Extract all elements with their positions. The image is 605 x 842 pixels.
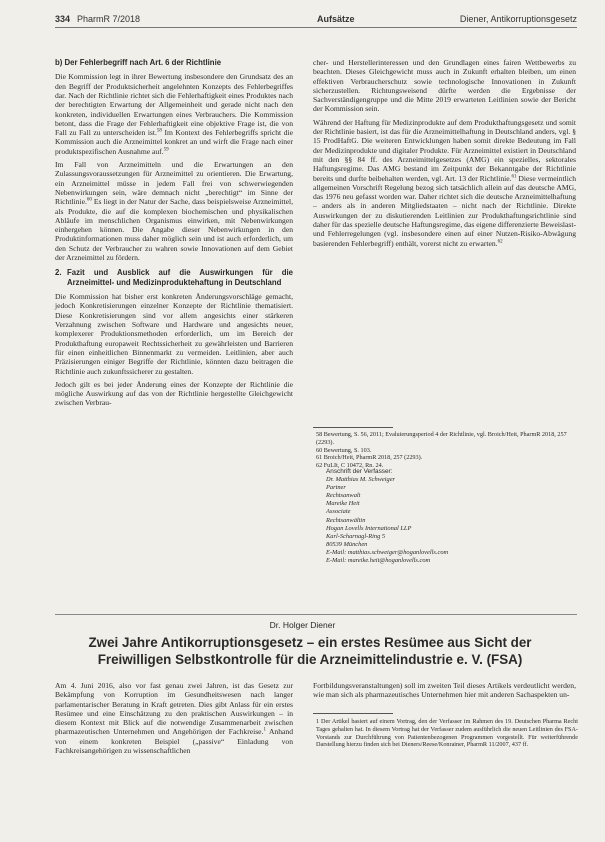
author-name: Mareike Heit xyxy=(326,500,360,508)
paragraph: Am 4. Juni 2016, also vor fast genau zwei Jahren, ist das Gesetz zur Bekämpfung von Korruption im Gesundheitswesen nach langer parlamentarischer Beratung in Kraft getreten. Dies gibt Anlass für ein erstes Resümee und eine Einschätzung zu den praktischen Auswirkungen – in diesem Kontext mit Blick auf die notwendige Zusammenarbeit zwischen pharmazeutischen Unternehmen und Angehörigen der Fachkreise.$^1$ Anhand von einem konkreten Beispiel („passive“ Einladung von Fachkreisangehörigen zu wissenschaftlichen xyxy=(55,681,293,756)
author-profession: Rechtsanwältin xyxy=(326,516,366,524)
article2-footnote: 1 Der Artikel basiert auf einem Vortrag, den der Verfasser im Rahmen des 19. Deutschen Pharma Recht Tages gehalten hat. In diesem Vortrag hat der Verfasser zudem ausführlich die neuen Leitlinien des FSA-Vorstands zur Durchführung von Patientenbezogenen Programmen vorgestellt. Für weiterführende Darstellung hierzu finden sich bei Dieners/Reese/Konrainer, PharmR 11/2007, 437 ff. xyxy=(316,718,578,749)
running-title: Diener, Antikorruptionsgesetz xyxy=(459,14,577,24)
footnote-ref[interactable]: 1 xyxy=(263,727,266,733)
paragraph: Fortbildungsveranstaltungen) soll im zweiten Teil dieses Artikels verdeutlicht werden, wie man sich als pharmazeutisches Unternehmen hier mit anderen Sachaspekten un- xyxy=(313,681,576,700)
author-profession: Rechtsanwalt xyxy=(326,492,361,500)
journal-issue: PharmR 7/2018 xyxy=(77,14,141,24)
footnote-separator xyxy=(313,713,393,714)
section-heading-b: b) Der Fehlerbegriff nach Art. 6 der Richtlinie xyxy=(55,58,222,67)
paragraph: Während der Haftung für Medizinprodukte auf dem Produkthaftungsgesetz und somit der Richtlinie basiert, ist das für die Arzneimittelhaftung in Deutschland anders, vgl. § 15 ProdHaftG. Die weiteren Entwicklungen haben somit direkte Bedeutung im Fall der Medizinprodukte und digitaler Produkte. Für Arzneimittel existiert in Deutschland mit den §§ 84 ff. des Arzneimittelgesetzes (AMG) ein spezielles, sektorales Haftungsregime. Das AMG bestand im Zeitpunkt der Bekanntgabe der Richtlinie bereits und durfte beibehalten werden, vgl. Art. 13 der Richtlinie.$^{61}$ Diese vermeintlich allgemeinen Vorschrift Regelung bezog sich tatsächlich allein auf das deutsche AMG, das 1976 neu gefasst worden war. Daher richtet sich die deutsche Arzneimittelhaftung – anders als in anderen Mitgliedstaaten – nicht nach der Richtlinie. Direkte Auswirkungen der zu diskutierenden Leitlinien zur Produkthaftungsrichtlinie sind daher für das spezielle deutsche Haftungsregime, das eigene differenzierte Beweislast- und Fehlerregelungen (vgl. insbesondere einen auf einer Nutzen-Risiko-Abwägung basierenden Fehlerbegriff) enthält, vorerst nicht zu erwarten.$^{62}$ xyxy=(313,117,576,248)
left-column xyxy=(55,58,293,412)
paragraph: cher- und Herstellerinteressen und den Grundlagen eines fairen Wettbewerbs zu beachten. Dieses Gleichgewicht muss auch in Zukunft erhalten bleiben, um einen effektiven Verbraucherschutz sowie technologische Innovationen in Zukunft sicherzustellen. Richtungsweisend dürfte werden die Ergebnisse der Sachverständigengruppe und die Mitte 2019 erwarteten Leitlinien sowie der Bericht der Kommission sein. xyxy=(313,58,576,114)
footnote-ref[interactable]: 58 xyxy=(156,128,162,134)
footnotes xyxy=(316,431,578,470)
city-address: 80539 München xyxy=(326,540,368,548)
email-link[interactable]: E-Mail: mareike.heit@hoganlovells.com xyxy=(326,557,431,565)
footnote-ref[interactable]: 62 xyxy=(497,239,503,245)
email-link[interactable]: E-Mail: matthias.schweiger@hoganlovells.com xyxy=(326,548,449,556)
footnote-separator xyxy=(313,427,393,428)
author-name: Dr. Matthias M. Schweiger xyxy=(326,476,396,484)
author-role: Partner xyxy=(326,484,346,492)
firm-name: Hogan Lovells International LLP xyxy=(326,524,412,532)
paragraph: Im Fall von Arzneimitteln und die Erwartungen an den Zulassungsvoraussetzungen für Arzneimittel zu orientieren. Die Erwartung, ein Arzneimittel müsse in jedem Fall frei von schwerwiegenden Nebenwirkungen sein, wäre demnach nicht „berechtigt“ im Sinne der Richtlinie.$^{60}$ Es liegt in der Natur der Sache, dass beispielsweise Arzneimittel, als Produkte, die auf die komplexen biochemischen und physikalischen Abläufe im menschlichen Organismus einwirken, mit Nebenwirkungen einhergehen können. Die Angabe dieser Nebenwirkungen in den Produktinformationen muss daher möglich sein und ist auch erforderlich, um den Schutz der Verbraucher zu wahren sowie Innovationen auf dem Gebiet der Arzneimittel zu fördern. xyxy=(55,160,293,263)
footnote-ref[interactable]: 59 xyxy=(163,147,169,153)
footnote: 62 FuLIt, C 10472, Rn. 24. xyxy=(316,462,384,470)
article2-right-column xyxy=(313,681,576,704)
paragraph: Die Kommission legt in ihrer Bewertung insbesondere den Grundsatz des an den Begriff der Produktsicherheit angelehnten Konzepts des Fehlerbegriffes dar. Nach der Richtlinie richtet sich die Fehlerhaftigkeit eines Produktes nach der berechtigten Erwartung der Allgemeinheit und gerade nicht nach den konkreten, individuellen Erwartungen eines Verbrauchers. Die Kommission betont, dass die Frage der Fehlerhaftigkeit eine objektive Frage ist, die von Fall zu Fall zu unterscheiden ist.$^{58}$ Im Kontext des Fehlerbegriffs spricht die Kommission auch die Arzneimittel konkret an und wirft die Frage nach einer produktspezifischen Ausnahme auf.$^{59}$ xyxy=(55,72,293,156)
address-title: Anschrift der Verfasser: xyxy=(326,468,393,475)
footnote-ref[interactable]: 60 xyxy=(86,197,92,203)
article-title: Zwei Jahre Antikorruptionsgesetz – ein erstes Resümee aus Sicht der Freiwilligen Selbstkontrolle für die Arzneimittelindustrie e. V. (FSA) xyxy=(88,635,532,667)
footnote: 58 Bewertung, S. 56, 2011; Evaluierungsperiod 4 der Richtlinie, vgl. Broich/Heit, PharmR 2018, 257 (2293). xyxy=(316,431,567,446)
footnote: 61 Broich/Heit, PharmR 2018, 257 (2293). xyxy=(316,454,423,462)
author-address xyxy=(326,468,576,565)
street-address: Karl-Scharnagl-Ring 5 xyxy=(326,532,386,540)
article-separator xyxy=(55,614,577,615)
article2-left-column xyxy=(55,681,293,759)
footnote: 60 Bewertung, S. 103. xyxy=(316,446,372,454)
author-role: Associate xyxy=(326,508,351,516)
header-rule xyxy=(55,27,577,28)
paragraph: Die Kommission hat bisher erst konkreten Änderungsvorschläge gemacht, jedoch Konkretisierungen einzelner Konzepte der Richtlinie thematisiert. Diese Konkretisierungen sind vor allem angesichts einer stärkeren Verzahnung zwischen Software und Hardware und angesichts neuer, komplexerer Produktionsmethoden erforderlich, um im Bereich der Produkthaftung europaweit Rechtssicherheit zu gewährleisten und Barrieren für einen einheitlichen Binnenmarkt zu vermeiden. Leitlinien, aber auch Präzisierungen einiger Begriffe der Richtlinie, könnten dazu beitragen die Richtlinie auch zukunftssicherer zu gestalten. xyxy=(55,292,293,376)
section-label: Aufsätze xyxy=(317,14,355,24)
section-heading-2: 2. Fazit und Ausblick auf die Auswirkungen für die Arzneimittel- und Medizinproduktehaftung in Deutschland xyxy=(55,268,293,287)
running-header xyxy=(55,12,577,28)
footnote-ref[interactable]: 61 xyxy=(511,174,517,180)
article-author: Dr. Holger Diener xyxy=(269,620,336,630)
page-number: 334 xyxy=(55,14,71,24)
paragraph: Jedoch gilt es bei jeder Änderung eines der Konzepte der Richtlinie die mögliche Auswirkung auf das von der Richtlinie hergestellte Gleichgewicht zwischen Verbrau- xyxy=(55,379,293,408)
right-column xyxy=(313,58,576,252)
